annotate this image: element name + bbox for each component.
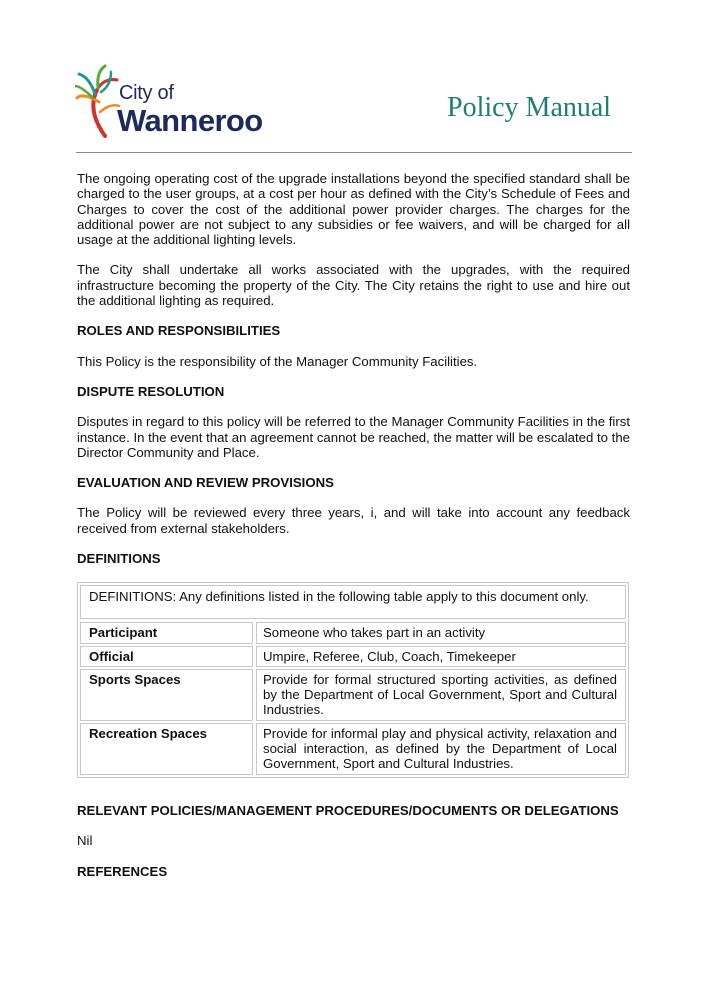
- definition-term: Recreation Spaces: [80, 723, 253, 775]
- paragraph-relevant-policies: Nil: [77, 833, 93, 849]
- logo-wanneroo-text: Wanneroo: [117, 103, 263, 138]
- table-row: [80, 622, 626, 643]
- header-divider: [76, 152, 632, 153]
- table-row: [80, 646, 626, 667]
- definitions-table: [77, 582, 629, 778]
- paragraph-operating-cost: The ongoing operating cost of the upgrade installations beyond the specified standard shall be charged to the user groups, at a cost per hour as defined with the City’s Schedule of Fees and Charges to cover the cost of the additional power provider charges. The charges for the additional power are not subject to any subsidies or fee waivers, and will be charged for all usage at the additional lighting levels.: [77, 171, 630, 248]
- definition-text: Provide for informal play and physical activity, relaxation and social interaction, as defined by the Department of Local Government, Sport and Cultural Industries.: [256, 723, 626, 775]
- table-row: [80, 723, 626, 775]
- definition-text: Provide for formal structured sporting activities, as defined by the Department of Local Government, Sport and Cultural Industries.: [256, 669, 626, 721]
- policy-body: [77, 171, 630, 581]
- paragraph-evaluation: The Policy will be reviewed every three years, i, and will take into account any feedback received from external stakeholders.: [77, 505, 630, 536]
- heading-definitions: DEFINITIONS: [77, 551, 161, 567]
- policy-manual-title: Policy Manual: [447, 92, 612, 123]
- policy-body-continued: [77, 803, 630, 894]
- definition-term: Participant: [80, 622, 253, 643]
- definition-text: Someone who takes part in an activity: [256, 622, 626, 643]
- definition-text: Umpire, Referee, Club, Coach, Timekeeper: [256, 646, 626, 667]
- heading-dispute: DISPUTE RESOLUTION: [77, 383, 225, 399]
- heading-references: REFERENCES: [77, 863, 168, 879]
- logo-city-of-text: City of: [119, 82, 174, 104]
- city-of-wanneroo-logo-icon: [75, 62, 123, 138]
- definition-term: Sports Spaces: [80, 669, 253, 721]
- heading-relevant-policies: RELEVANT POLICIES/MANAGEMENT PROCEDURES/DOCUMENTS OR DELEGATIONS: [77, 803, 619, 818]
- paragraph-upgrade-works: The City shall undertake all works associated with the upgrades, with the required infrastructure becoming the property of the City. The City retains the right to use and hire out the additional lighting as required.: [77, 262, 630, 309]
- table-row: [80, 669, 626, 721]
- paragraph-dispute: Disputes in regard to this policy will be referred to the Manager Community Facilities in the first instance. In the event that an agreement cannot be reached, the matter will be escalated to the Director Community and Place.: [77, 414, 630, 460]
- definition-term: Official: [80, 646, 253, 667]
- definitions-caption-text: Any definitions listed in the following table apply to this document only.: [176, 589, 589, 604]
- city-logo: [75, 62, 285, 142]
- heading-roles: ROLES AND RESPONSIBILITIES: [77, 323, 281, 339]
- heading-evaluation: EVALUATION AND REVIEW PROVISIONS: [77, 475, 334, 491]
- paragraph-roles: This Policy is the responsibility of the Manager Community Facilities.: [77, 353, 478, 369]
- definitions-caption-label: DEFINITIONS:: [89, 589, 177, 604]
- definitions-caption: [80, 585, 626, 619]
